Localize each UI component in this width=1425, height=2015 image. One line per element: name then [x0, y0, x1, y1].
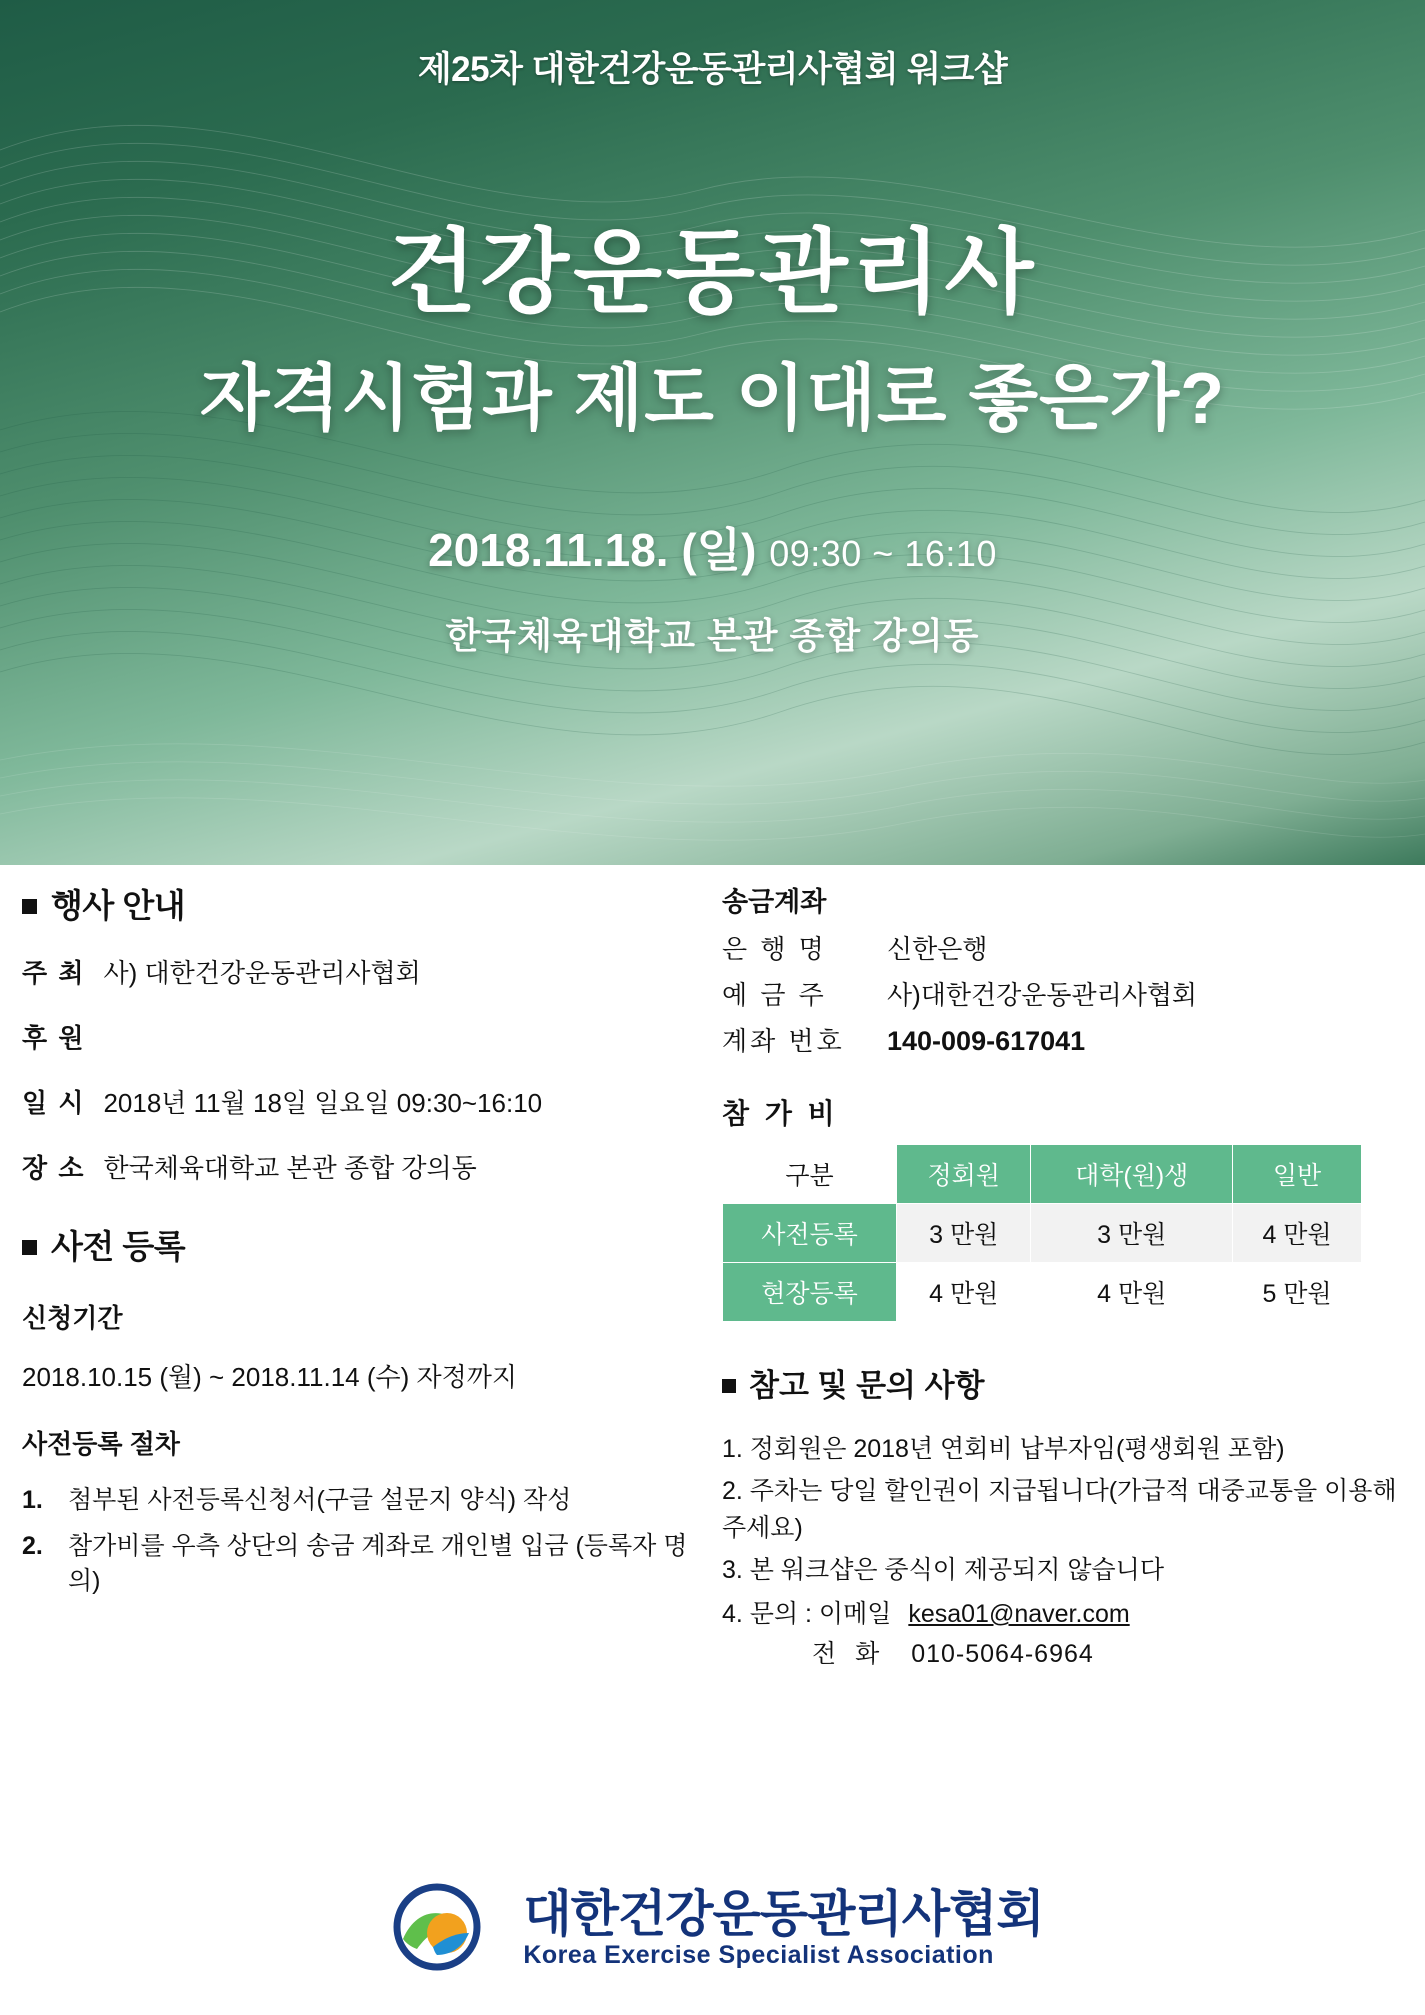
step-text: 첨부된 사전등록신청서(구글 설문지 양식) 작성 — [68, 1486, 572, 1514]
pre-registration-heading — [22, 1221, 712, 1268]
fee-heading: 참 가 비 — [722, 1098, 839, 1129]
fee-column-student: 대학(원)생 — [1031, 1145, 1233, 1204]
fee-cell: 4 만원 — [1233, 1204, 1362, 1263]
account-number-value: 140-009-617041 — [887, 1026, 1086, 1056]
square-bullet-icon — [22, 1240, 37, 1255]
notes-heading-label: 참고 및 문의 사항 — [749, 1368, 985, 1403]
info-row-sponsor — [22, 1018, 712, 1055]
fee-table — [722, 1144, 1362, 1322]
event-date-line — [0, 514, 1425, 580]
account-holder-row — [722, 975, 1402, 1012]
contact-phone-row — [812, 1634, 1402, 1670]
fee-cell: 4 만원 — [897, 1263, 1031, 1322]
info-key: 장 소 — [22, 1153, 86, 1183]
poster-body — [0, 880, 1425, 1880]
fee-cell: 5 만원 — [1233, 1263, 1362, 1322]
poster-hero — [0, 0, 1425, 865]
step-number: 2. — [22, 1531, 43, 1560]
bank-name-value: 신한은행 — [887, 934, 988, 964]
fee-row-label-pre: 사전등록 — [723, 1204, 897, 1263]
info-value: 한국체육대학교 본관 종합 강의동 — [103, 1153, 477, 1183]
workshop-edition-title: 제25차 대한건강운동관리사협회 워크샵 — [417, 50, 1008, 89]
poster-headline-secondary: 자격시험과 제도 이대로 좋은가? — [199, 358, 1226, 439]
notes-heading — [722, 1360, 1402, 1405]
account-holder-label: 예 금 주 — [722, 980, 827, 1010]
info-row-host — [22, 953, 712, 990]
info-value: 사) 대한건강운동관리사협회 — [103, 958, 421, 988]
event-info-heading — [22, 880, 712, 927]
info-key: 일 시 — [22, 1088, 86, 1118]
fee-cell: 3 만원 — [897, 1204, 1031, 1263]
note-item: 3. 본 워크샵은 중식이 제공되지 않습니다 — [722, 1555, 1164, 1584]
fee-cell: 3 만원 — [1031, 1204, 1233, 1263]
bank-account-heading: 송금계좌 — [722, 887, 827, 917]
table-row — [723, 1204, 1362, 1263]
account-holder-value: 사)대한건강운동관리사협회 — [887, 980, 1198, 1010]
application-period-value: 2018.10.15 (월) ~ 2018.11.14 (수) 자정까지 — [22, 1362, 517, 1392]
event-venue: 한국체육대학교 본관 종합 강의동 — [445, 614, 980, 656]
fee-cell: 4 만원 — [1031, 1263, 1233, 1322]
bank-name-label: 은 행 명 — [722, 934, 827, 964]
event-info-heading-label: 행사 안내 — [51, 887, 186, 924]
contact-phone-value: 010-5064-6964 — [911, 1640, 1094, 1668]
list-item — [22, 1529, 712, 1600]
account-number-row — [722, 1021, 1402, 1058]
contact-phone-label: 전 화 — [812, 1640, 886, 1668]
footer-logo-text — [523, 1888, 1043, 1970]
note-item: 1. 정회원은 2018년 연회비 납부자임(평생회원 포함) — [722, 1435, 1285, 1463]
fee-table-corner-label: 구분 — [723, 1145, 897, 1204]
info-row-place — [22, 1148, 712, 1185]
application-period-heading: 신청기간 — [22, 1303, 123, 1333]
fee-column-member: 정회원 — [897, 1145, 1031, 1204]
poster-headline-primary: 건강운동관리사 — [387, 222, 1038, 324]
square-bullet-icon — [722, 1379, 736, 1393]
hero-main-block — [0, 222, 1425, 659]
association-logo-icon — [381, 1881, 501, 1977]
fee-column-general: 일반 — [1233, 1145, 1362, 1204]
event-date: 2018.11.18. (일) — [428, 523, 757, 576]
table-header-row — [723, 1145, 1362, 1204]
contact-email-link[interactable]: kesa01@naver.com — [908, 1600, 1130, 1628]
contact-email-row — [722, 1594, 1402, 1630]
square-bullet-icon — [22, 899, 37, 914]
organization-name-kr: 대한건강운동관리사협회 — [523, 1886, 1044, 1943]
info-key: 후 원 — [22, 1023, 86, 1053]
list-item — [22, 1483, 712, 1519]
step-number: 1. — [22, 1486, 43, 1514]
organization-name-en: Korea Exercise Specialist Association — [523, 1940, 994, 1969]
bank-name-row — [722, 929, 1402, 966]
registration-steps-heading: 사전등록 절차 — [22, 1429, 180, 1459]
fee-row-label-onsite: 현장등록 — [723, 1263, 897, 1322]
info-row-datetime — [22, 1083, 712, 1120]
left-column — [22, 880, 712, 1610]
note-item: 2. 주차는 당일 할인권이 지급됩니다(가급적 대중교통을 이용해 주세요) — [722, 1477, 1397, 1542]
event-time: 09:30 ~ 16:10 — [769, 532, 997, 574]
pre-registration-heading-label: 사전 등록 — [51, 1228, 186, 1265]
info-value: 2018년 11월 18일 일요일 09:30~16:10 — [103, 1088, 543, 1118]
registration-steps-list — [22, 1483, 712, 1600]
info-key: 주 최 — [22, 958, 86, 988]
footer-logo-block — [0, 1881, 1425, 1977]
account-number-label: 계좌 번호 — [722, 1026, 845, 1056]
contact-email-label: 4. 문의 : 이메일 — [722, 1600, 892, 1628]
step-text: 참가비를 우측 상단의 송금 계좌로 개인별 입금 (등록자 명의) — [68, 1531, 688, 1595]
right-column — [722, 880, 1402, 1670]
table-row — [723, 1263, 1362, 1322]
